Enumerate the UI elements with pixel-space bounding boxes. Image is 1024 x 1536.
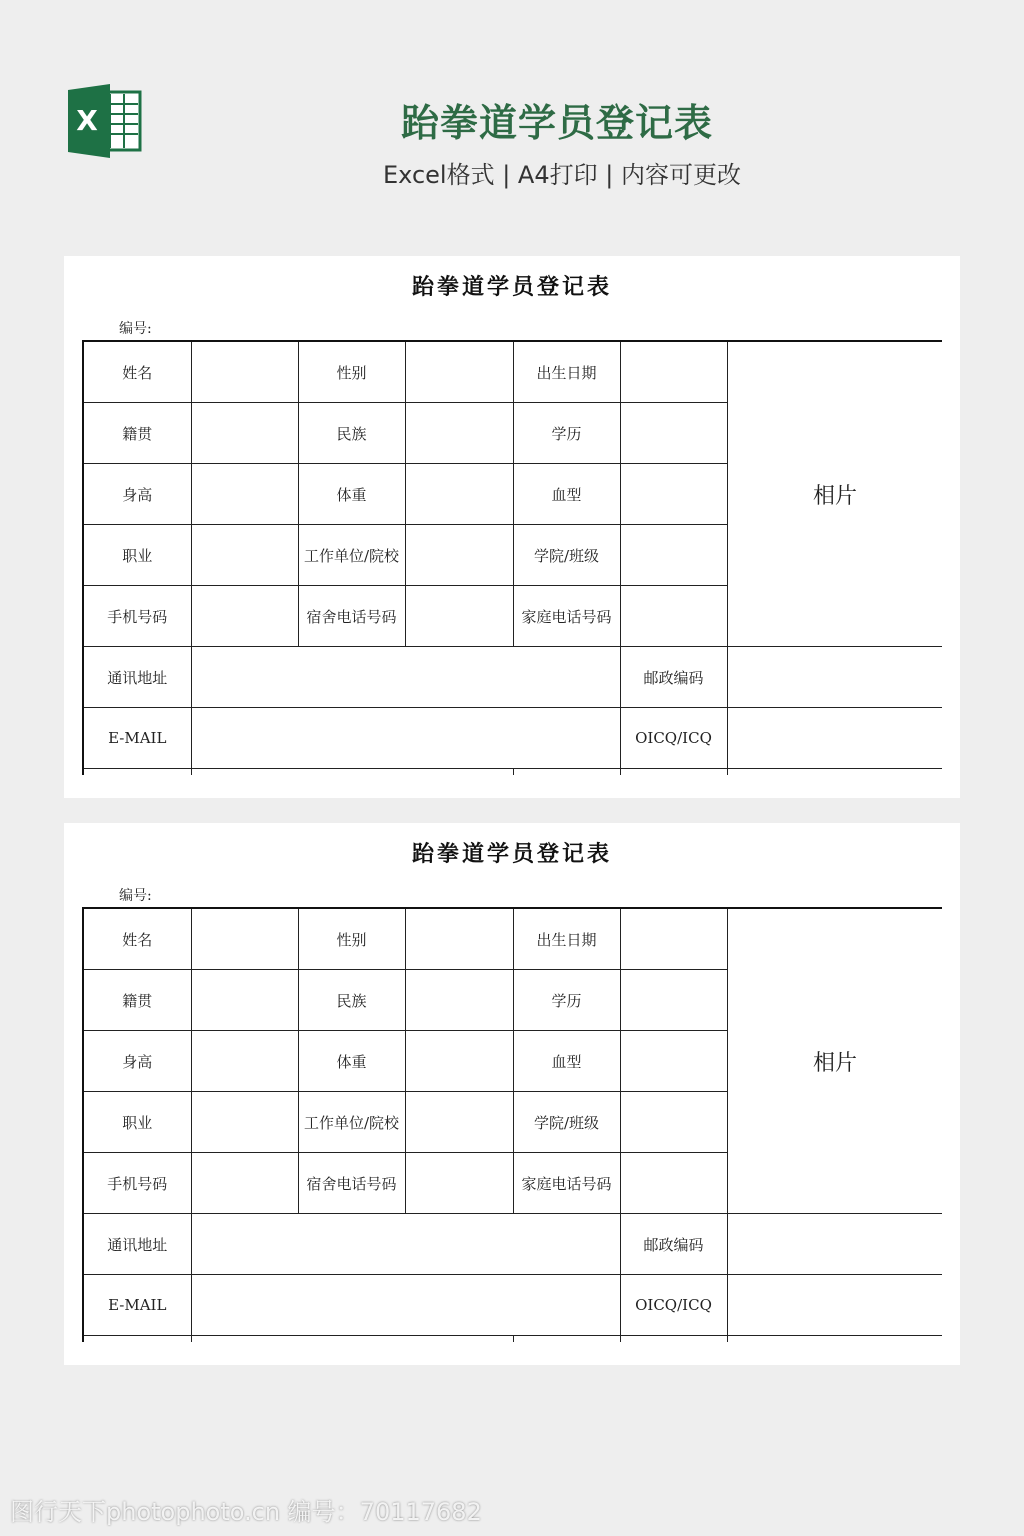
employer-cell[interactable] <box>405 1092 513 1153</box>
cut-cell <box>83 769 191 776</box>
cut-cell <box>727 1336 942 1343</box>
label-weight: 体重 <box>298 464 405 525</box>
email-cell[interactable] <box>191 1275 620 1336</box>
education-cell[interactable] <box>620 403 727 464</box>
email-cell[interactable] <box>191 708 620 769</box>
label-class: 学院/班级 <box>513 525 620 586</box>
cut-cell <box>620 1336 727 1343</box>
photo-cell[interactable]: 相片 <box>727 341 942 647</box>
label-name: 姓名 <box>83 341 191 403</box>
label-ethnicity: 民族 <box>298 403 405 464</box>
birth-cell[interactable] <box>620 908 727 970</box>
education-cell[interactable] <box>620 970 727 1031</box>
home-phone-cell[interactable] <box>620 586 727 647</box>
birth-cell[interactable] <box>620 341 727 403</box>
height-cell[interactable] <box>191 1031 298 1092</box>
class-cell[interactable] <box>620 525 727 586</box>
form-title: 跆拳道学员登记表 <box>411 274 612 300</box>
label-postcode: 邮政编码 <box>620 1214 727 1275</box>
label-origin: 籍贯 <box>83 970 191 1031</box>
label-oicq: OICQ/ICQ <box>620 1275 727 1336</box>
postcode-cell[interactable] <box>727 647 942 708</box>
page-subtitle: Excel格式 | A4打印 | 内容可更改 <box>383 161 741 189</box>
job-cell[interactable] <box>191 525 298 586</box>
oicq-cell[interactable] <box>727 708 942 769</box>
form-card-2 <box>64 823 960 1365</box>
cut-cell <box>191 769 513 776</box>
gender-cell[interactable] <box>405 341 513 403</box>
cut-cell <box>620 769 727 776</box>
label-birth: 出生日期 <box>513 341 620 403</box>
photo-cell[interactable]: 相片 <box>727 908 942 1214</box>
height-cell[interactable] <box>191 464 298 525</box>
label-name: 姓名 <box>83 908 191 970</box>
mobile-cell[interactable] <box>191 1153 298 1214</box>
label-education: 学历 <box>513 403 620 464</box>
class-cell[interactable] <box>620 1092 727 1153</box>
svg-text:X: X <box>76 104 98 137</box>
mobile-cell[interactable] <box>191 586 298 647</box>
form-number-label: 编号: <box>119 321 152 337</box>
blood-cell[interactable] <box>620 464 727 525</box>
label-origin: 籍贯 <box>83 403 191 464</box>
weight-cell[interactable] <box>405 464 513 525</box>
label-education: 学历 <box>513 970 620 1031</box>
label-height: 身高 <box>83 1031 191 1092</box>
address-cell[interactable] <box>191 647 620 708</box>
name-cell[interactable] <box>191 341 298 403</box>
label-ethnicity: 民族 <box>298 970 405 1031</box>
gender-cell[interactable] <box>405 908 513 970</box>
label-mobile: 手机号码 <box>83 586 191 647</box>
label-gender: 性别 <box>298 341 405 403</box>
home-phone-cell[interactable] <box>620 1153 727 1214</box>
form-card-1 <box>64 256 960 798</box>
cut-cell <box>191 1336 513 1343</box>
label-birth: 出生日期 <box>513 908 620 970</box>
label-weight: 体重 <box>298 1031 405 1092</box>
job-cell[interactable] <box>191 1092 298 1153</box>
label-postcode: 邮政编码 <box>620 647 727 708</box>
dorm-phone-cell[interactable] <box>405 1153 513 1214</box>
postcode-cell[interactable] <box>727 1214 942 1275</box>
label-home-phone: 家庭电话号码 <box>513 586 620 647</box>
label-email: E-MAIL <box>83 708 191 769</box>
label-class: 学院/班级 <box>513 1092 620 1153</box>
label-dorm-phone: 宿舍电话号码 <box>298 1153 405 1214</box>
table-row-cut <box>83 769 942 776</box>
employer-cell[interactable] <box>405 525 513 586</box>
origin-cell[interactable] <box>191 403 298 464</box>
cut-cell <box>727 769 942 776</box>
watermark: 图行天下photophoto.cn 编号：70117682 <box>10 1498 482 1526</box>
table-row <box>83 1275 942 1336</box>
label-job: 职业 <box>83 1092 191 1153</box>
label-oicq: OICQ/ICQ <box>620 708 727 769</box>
label-email: E-MAIL <box>83 1275 191 1336</box>
registration-grid <box>82 340 942 780</box>
table-row <box>83 708 942 769</box>
table-row <box>83 908 942 970</box>
name-cell[interactable] <box>191 908 298 970</box>
cut-cell <box>83 1336 191 1343</box>
label-employer: 工作单位/院校 <box>298 1092 405 1153</box>
label-dorm-phone: 宿舍电话号码 <box>298 586 405 647</box>
origin-cell[interactable] <box>191 970 298 1031</box>
label-address: 通讯地址 <box>83 1214 191 1275</box>
label-blood: 血型 <box>513 1031 620 1092</box>
dorm-phone-cell[interactable] <box>405 586 513 647</box>
label-gender: 性别 <box>298 908 405 970</box>
label-height: 身高 <box>83 464 191 525</box>
table-row-cut <box>83 1336 942 1343</box>
ethnicity-cell[interactable] <box>405 970 513 1031</box>
form-number-label: 编号: <box>119 888 152 904</box>
weight-cell[interactable] <box>405 1031 513 1092</box>
label-address: 通讯地址 <box>83 647 191 708</box>
label-mobile: 手机号码 <box>83 1153 191 1214</box>
address-cell[interactable] <box>191 1214 620 1275</box>
registration-grid <box>82 907 942 1347</box>
oicq-cell[interactable] <box>727 1275 942 1336</box>
table-row <box>83 341 942 403</box>
label-blood: 血型 <box>513 464 620 525</box>
table-row <box>83 647 942 708</box>
cut-cell <box>513 1336 620 1343</box>
table-row <box>83 1214 942 1275</box>
ethnicity-cell[interactable] <box>405 403 513 464</box>
cut-cell <box>513 769 620 776</box>
label-home-phone: 家庭电话号码 <box>513 1153 620 1214</box>
form-title: 跆拳道学员登记表 <box>411 841 612 867</box>
page-title: 跆拳道学员登记表 <box>400 101 713 145</box>
blood-cell[interactable] <box>620 1031 727 1092</box>
label-job: 职业 <box>83 525 191 586</box>
label-employer: 工作单位/院校 <box>298 525 405 586</box>
